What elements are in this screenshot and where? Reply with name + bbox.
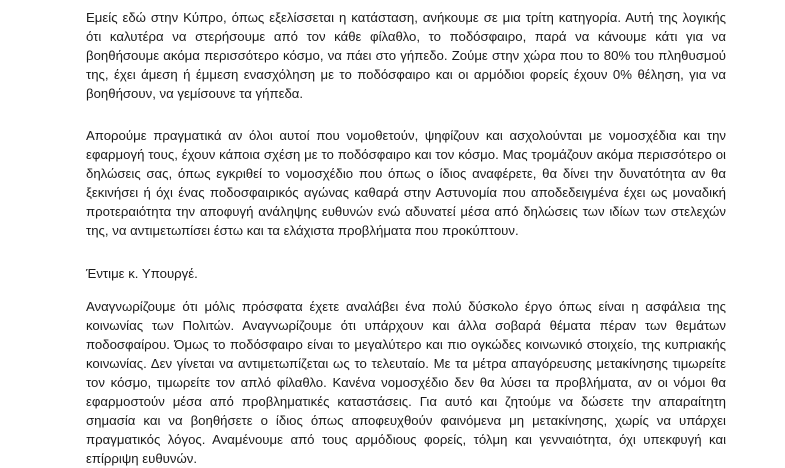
paragraph-minister-appeal: Αναγνωρίζουμε ότι μόλις πρόσφατα έχετε αναλάβει ένα πολύ δύσκολο έργο όπως είναι η ασφάλεια της κοινωνίας των Πολιτών. Αναγνωρίζουμε ότι υπάρχουν και άλλα σοβαρά θέματα πέραν των θεμάτων ποδοσφαίρου. Όμως το ποδόσφαιρο είναι το μεγαλύτερο και πιο ογκώδες κοινωνικό στοιχείο, της κυπριακής κοινωνίας. Δεν γίνεται να αντιμετωπίζεται ως το τελευταίο. Με τα μέτρα απαγόρευσης μετακίνησης τιμωρείτε τον κόσμο, τιμωρείτε τον απλό φίλαθλο. Κανένα νομοσχέδιο δεν θα λύσει τα προβλήματα, αν οι νόμοι θα εφαρμοστούν μέσα από προβληματικές καταστάσεις. Για αυτό και ζητούμε να δώσετε την απαραίτητη σημασία και να βοηθήσετε ο ίδιος όπως αποφευχθούν φαινόμενα μη μετακίνησης, χωρίς να υπάρχει πραγματικός λόγος. Αναμένουμε από τους αρμόδιους φορείς, τόλμη και γενναιότητα, όχι υπεκφυγή και επίρριψη ευθυνών.	[86, 299, 726, 466]
paragraph-salutation: Έντιμε κ. Υπουργέ.	[86, 266, 198, 281]
paragraph-cyprus-situation: Εμείς εδώ στην Κύπρο, όπως εξελίσσεται η κατάσταση, ανήκουμε σε μια τρίτη κατηγορία. Αυτή της λογικής ότι καλυτέρα να στερήσουμε από τον κάθε φίλαθλο, το ποδόσφαιρο, παρά να κάνουμε κάτι για να βοηθήσουμε ακόμα περισσότερο κόσμο, να πάει στο γήπεδο. Ζούμε στην χώρα που το 80% του πληθυσμού της, έχει άμεση ή έμμεση ενασχόληση με το ποδόσφαιρο και οι αρμόδιοι φορείς έχουν 0% θέληση, για να βοηθήσουν, να γεμίσουνε τα γήπεδα.	[86, 10, 726, 101]
paragraph-legislation-concerns: Απορούμε πραγματικά αν όλοι αυτοί που νομοθετούν, ψηφίζουν και ασχολούνται με νομοσχέδια και την εφαρμογή τους, έχουν κάποια σχέση με το ποδόσφαιρο και τον κόσμο. Μας τρομάζουν ακόμα περισσότερο οι δηλώσεις σας, όπως εγκριθεί το νομοσχέδιο που όπως ο ίδιος αναφέρετε, θα δίνει την δυνατότητα αν θα ξεκινήσει ή όχι ένας ποδοσφαιρικός αγώνας καθαρά στην Αστυνομία που αποδεδειγμένα έχει ως μοναδική προτεραιότητα την αποφυγή ανάληψης ευθυνών ενώ αδυνατεί μέσα από δηλώσεις των ιδίων των στελεχών της, να αντιμετωπίσει έστω και τα ελάχιστα προβλήματα που προκύπτουν.	[86, 128, 726, 238]
